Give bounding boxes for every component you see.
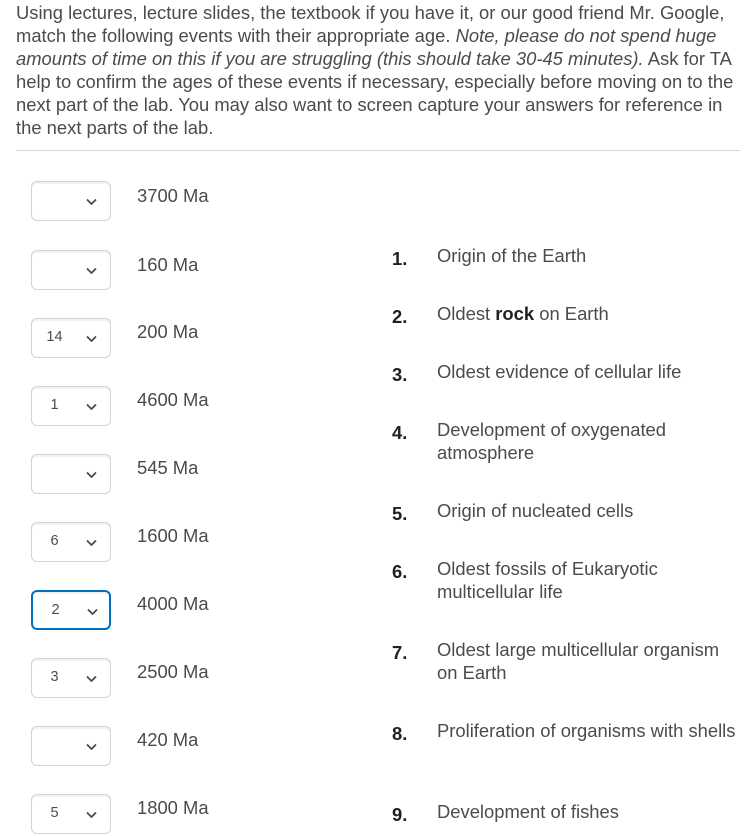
match-select-1[interactable] xyxy=(31,181,111,221)
event-number: 6. xyxy=(392,561,408,582)
instructions-text-2: Ask for TA help to confirm the ages of these events if necessary, especially before moving on to the next part of the lab. You may also want to screen capture your answers for reference in the next parts of the lab. xyxy=(16,47,734,138)
chevron-down-icon xyxy=(84,671,99,686)
match-select-6[interactable] xyxy=(31,522,111,562)
select-value: 1 xyxy=(50,397,59,413)
event-text-bold: rock xyxy=(495,303,535,324)
select-value: 2 xyxy=(51,602,60,618)
age-label: 1600 Ma xyxy=(137,525,209,546)
event-text: Origin of nucleated cells xyxy=(437,500,634,521)
event-number: 3. xyxy=(392,364,408,385)
match-select-9[interactable] xyxy=(31,726,111,766)
event-text: Oldest fossils of Eukaryotic multicellular life xyxy=(437,558,658,602)
chevron-down-icon xyxy=(84,467,99,482)
event-text: Development of oxygenated atmosphere xyxy=(437,419,667,463)
event-number: 2. xyxy=(392,306,408,327)
chevron-down-icon xyxy=(85,604,100,619)
event-number: 9. xyxy=(392,804,408,825)
select-value: 5 xyxy=(50,805,59,821)
age-label: 545 Ma xyxy=(137,457,199,478)
chevron-down-icon xyxy=(84,739,99,754)
event-text xyxy=(437,302,742,325)
match-select-7[interactable] xyxy=(31,590,111,630)
match-select-8[interactable] xyxy=(31,658,111,698)
match-select-2[interactable] xyxy=(31,250,111,290)
select-value: 3 xyxy=(50,669,59,685)
event-text-part: on Earth xyxy=(534,303,609,324)
select-value: 14 xyxy=(46,329,63,345)
match-select-4[interactable] xyxy=(31,386,111,426)
match-select-10[interactable] xyxy=(31,794,111,834)
instructions-text: Using lectures, lecture slides, the textbook if you have it, or our good friend Mr. Google, match the following events with their appropriate age. xyxy=(16,2,725,46)
instructions-note: Note, please do not spend huge amounts of time on this if you are struggling (this should take 30-45 minutes). xyxy=(16,24,717,69)
event-text: Development of fishes xyxy=(437,801,619,822)
age-label: 420 Ma xyxy=(137,729,199,750)
event-text: Origin of the Earth xyxy=(437,245,587,266)
event-text: Oldest evidence of cellular life xyxy=(437,361,682,382)
chevron-down-icon xyxy=(84,263,99,278)
match-select-5[interactable] xyxy=(31,454,111,494)
age-label: 4600 Ma xyxy=(137,389,209,410)
chevron-down-icon xyxy=(84,807,99,822)
age-label: 4000 Ma xyxy=(137,593,209,614)
event-number: 4. xyxy=(392,422,408,443)
event-text: Oldest large multicellular organism on Earth xyxy=(437,639,720,683)
age-label: 3700 Ma xyxy=(137,185,209,206)
event-text-part: Oldest xyxy=(437,303,496,324)
event-number: 5. xyxy=(392,503,408,524)
event-text: Proliferation of organisms with shells xyxy=(437,720,736,741)
chevron-down-icon xyxy=(84,331,99,346)
event-number: 7. xyxy=(392,642,408,663)
divider xyxy=(16,150,740,151)
age-label: 160 Ma xyxy=(137,254,199,275)
select-value: 6 xyxy=(50,533,59,549)
age-label: 1800 Ma xyxy=(137,797,209,818)
instructions xyxy=(16,2,741,139)
age-label: 200 Ma xyxy=(137,321,199,342)
event-number: 1. xyxy=(392,248,408,269)
event-number: 8. xyxy=(392,723,408,744)
match-select-3[interactable] xyxy=(31,318,111,358)
chevron-down-icon xyxy=(84,194,99,209)
chevron-down-icon xyxy=(84,399,99,414)
chevron-down-icon xyxy=(84,535,99,550)
age-label: 2500 Ma xyxy=(137,661,209,682)
